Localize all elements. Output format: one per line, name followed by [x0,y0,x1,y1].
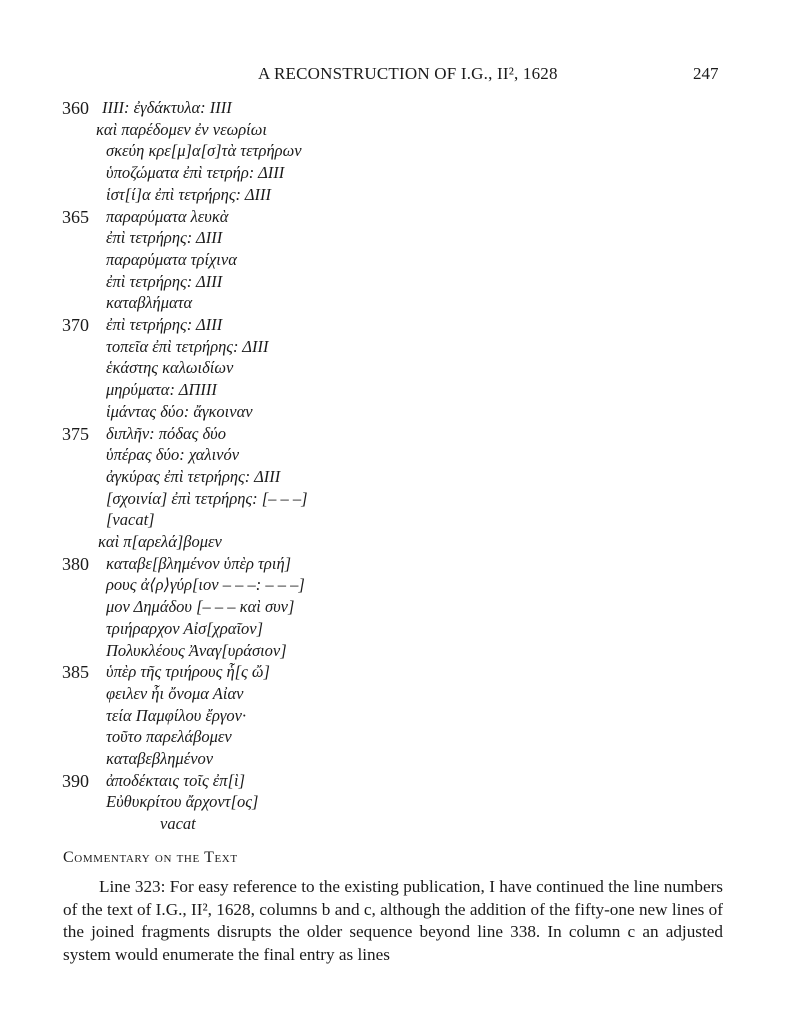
inscription-line [0,207,789,229]
inscription-line [0,641,789,663]
line-text: καταβλήματα [106,293,193,312]
page-number: 247 [693,64,719,83]
line-text: τοῦτο παρελάβομεν [106,727,232,746]
inscription-line [0,575,789,597]
line-text: καὶ π[αρελά]βομεν [98,532,222,551]
inscription-line [0,337,789,359]
inscription-line [0,510,789,532]
inscription-line [0,380,789,402]
inscription-line [0,532,789,554]
line-number: 365 [62,207,89,227]
line-text: ἀγκύρας ἐπὶ τετρήρης: ΔΙΙΙ [106,467,281,486]
line-text: [vacat] [106,510,155,529]
inscription-line [0,597,789,619]
line-text: ΙΙΙΙ: ἐγδάκτυλα: ΙΙΙΙ [102,98,232,117]
line-text: τοπεῖα ἐπὶ τετρήρης: ΔΙΙΙ [106,337,269,356]
line-text: καταβεβλημένον [106,749,214,768]
line-text: διπλῆν: πόδας δύο [106,424,226,443]
inscription-line [0,489,789,511]
line-text: ἐπὶ τετρήρης: ΔΙΙΙ [106,228,223,247]
inscription-line [0,424,789,446]
inscription-line [0,445,789,467]
inscription-line [0,706,789,728]
inscription-line [0,619,789,641]
line-number: 360 [62,98,89,118]
line-text: ὑπέρας δύο: χαλινόν [106,445,240,464]
inscription-line [0,163,789,185]
line-text: μον Δημάδου [– – – καὶ συν] [106,597,295,616]
inscription-line [0,662,789,684]
line-text: φειλεν ἧι ὄνομα Αἰαν [106,684,244,703]
line-text: [σχοινία] ἐπὶ τετρήρης: [– – –] [106,489,308,508]
line-text: καὶ παρέδομεν ἐν νεωρίωι [96,120,267,139]
inscription-line [0,98,789,120]
inscription-line [0,272,789,294]
line-text: ὑποζώματα ἐπὶ τετρήρ: ΔΙΙΙ [106,163,285,182]
line-text: ἐπὶ τετρήρης: ΔΙΙΙ [106,272,223,291]
line-text: σκεύη κρε[μ]α[σ]τὰ τετρήρων [106,141,302,160]
line-text: ἱστ[ί]α ἐπὶ τετρήρης: ΔΙΙΙ [106,185,272,204]
inscription-line [0,554,789,576]
inscription-line [0,402,789,424]
inscription-line [0,358,789,380]
inscription-line [0,293,789,315]
inscription-line [0,141,789,163]
line-number: 375 [62,424,89,444]
inscription-line [0,684,789,706]
line-text: παραρύματα τρίχινα [106,250,237,269]
inscription-line [0,315,789,337]
inscription-line [0,228,789,250]
line-text: ἀποδέκταις τοῖς ἐπ[ὶ] [106,771,245,790]
section-heading: Commentary on the Text [63,849,238,866]
running-head-title: A RECONSTRUCTION OF I.G., II², 1628 [258,64,558,83]
inscription-line [0,792,789,814]
inscription-line [0,727,789,749]
line-text: μηρύματα: ΔΠΙΙΙ [106,380,217,399]
line-text: ρους ἀ⟨ρ⟩γύρ[ιον – – –: – – –] [106,575,305,594]
inscription-line [0,120,789,142]
running-head [0,64,789,88]
line-text: Εὐθυκρίτου ἄρχοντ[ος] [106,792,259,811]
inscription-line [0,250,789,272]
line-text: τριήραρχον Αἰσ[χραῖον] [106,619,264,638]
line-text: τεία Παμφίλου ἔργον· [106,706,247,725]
line-text: ἱμάντας δύο: ἄγκοιναν [106,402,253,421]
line-text: καταβε[βλημένον ὑπὲρ τριή] [106,554,292,573]
line-text: ἐπὶ τετρήρης: ΔΙΙΙ [106,315,223,334]
inscription-line [0,814,789,836]
inscription-line [0,749,789,771]
commentary-paragraph [63,876,723,966]
inscription-line [0,467,789,489]
line-number: 380 [62,554,89,574]
line-text: ἑκάστης καλωιδίων [106,358,234,377]
line-text: ὑπὲρ τῆς τριήρους ἧ[ς ὤ] [106,662,270,681]
line-number: 370 [62,315,89,335]
line-number: 390 [62,771,89,791]
inscription-line [0,185,789,207]
line-text: παραρύματα λευκὰ [106,207,229,226]
line-text: Πολυκλέους Ἀναγ[υράσιον] [106,641,287,660]
line-text: vacat [160,814,196,833]
inscription-line [0,771,789,793]
commentary-text: Line 323: For easy reference to the existing publication, I have continued the line numbers of the text of I.G., II², 1628, columns b and c, although the addition of the fifty-one new lines of the joined fragments disrupts the older sequence beyond line 338. In column c an adjusted system would enumerate the final entry as lines [63,877,723,964]
line-number: 385 [62,662,89,682]
